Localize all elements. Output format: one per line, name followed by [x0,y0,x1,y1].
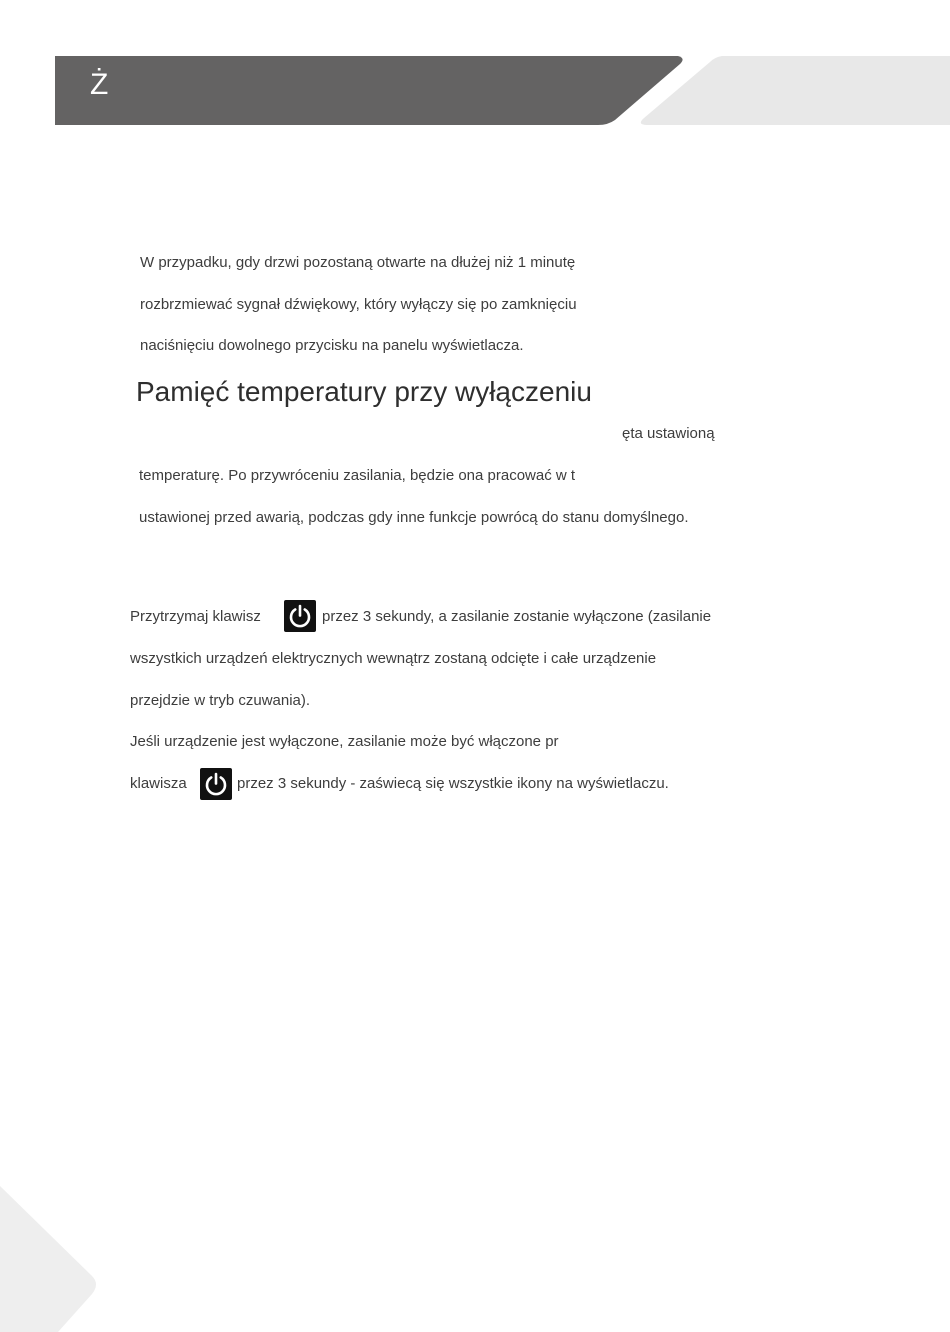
power-text-line-5a: klawisza [130,775,187,792]
header-light-band [641,56,950,125]
power-text-line-5b: przez 3 sekundy - zaświecą się wszystkie ikony na wyświetlaczu. [237,775,669,792]
power-text-line-3: przejdzie w tryb czuwania). [130,692,311,709]
memory-heading: Pamięć temperatury przy wyłączeniu [136,376,592,407]
power-text-line-1a: Przytrzymaj klawisz [130,608,261,625]
header-letter: Ż [90,68,109,101]
header-banner [0,0,950,140]
door-text-line-3: naciśnięciu dowolnego przycisku na panelu wyświetlacza. [140,337,524,354]
header-dark-band [55,56,683,125]
power-icon [284,600,316,632]
power-icon [200,768,232,800]
corner-decoration [0,1180,110,1332]
power-text-line-2: wszystkich urządzeń elektrycznych wewnątrz zostaną odcięte i całe urządzenie [130,650,657,667]
memory-text-line-1: ęta ustawioną [622,425,715,442]
door-text-line-2: rozbrzmiewać sygnał dźwiękowy, który wyłączy się po zamknięciu [140,296,577,313]
memory-text-line-3: ustawionej przed awarią, podczas gdy inne funkcje powrócą do stanu domyślnego. [139,509,689,526]
memory-text-line-2: temperaturę. Po przywróceniu zasilania, będzie ona pracować w t [139,467,576,484]
door-text-line-1: W przypadku, gdy drzwi pozostaną otwarte na dłużej niż 1 minutę [140,254,576,271]
power-text-line-1b: przez 3 sekundy, a zasilanie zostanie wyłączone (zasilanie [322,608,712,625]
power-text-line-4: Jeśli urządzenie jest wyłączone, zasilanie może być włączone pr [130,733,559,750]
